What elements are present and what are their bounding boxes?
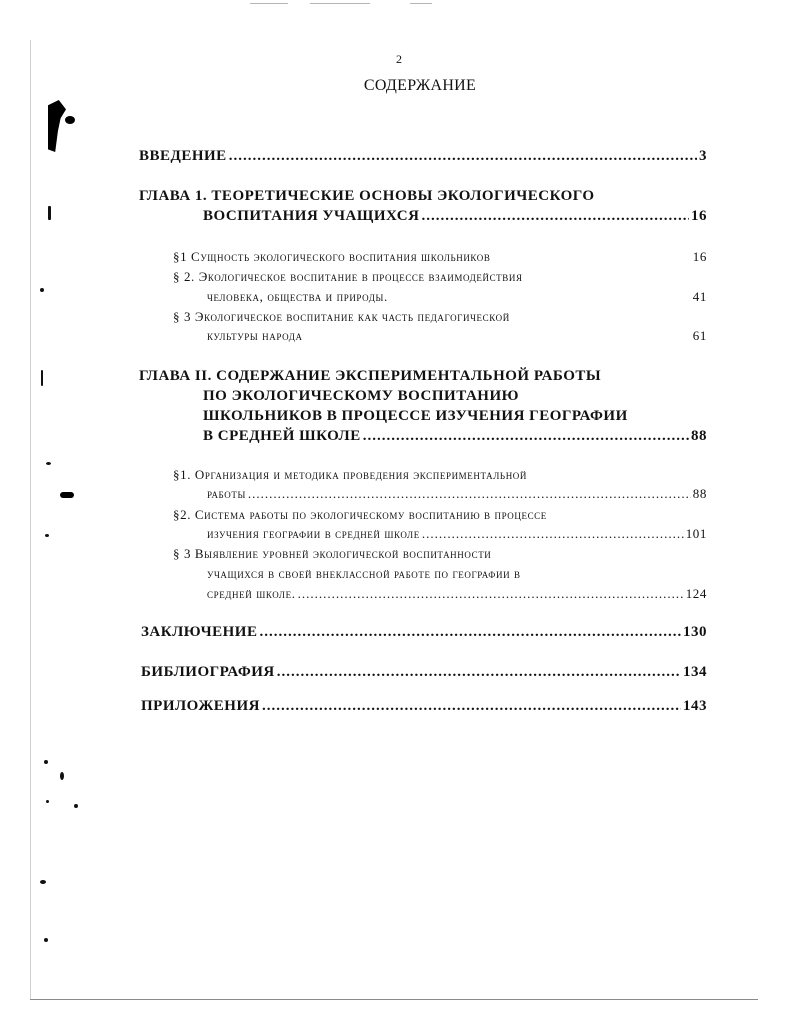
toc-entry-bibliography	[141, 664, 707, 681]
scan-mark	[410, 3, 432, 4]
toc-entry-chapter-1-section-3	[207, 328, 707, 344]
toc-page-number: 88	[691, 428, 707, 444]
toc-page-number: 130	[683, 624, 707, 640]
toc-entry-label: БИБЛИОГРАФИЯ	[141, 664, 275, 680]
toc-page-number: 3	[699, 148, 707, 164]
toc-leader-dots	[421, 208, 689, 225]
toc-entry-label: работы	[207, 486, 246, 501]
toc-leader-dots	[229, 148, 697, 165]
page-title: СОДЕРЖАНИЕ	[363, 77, 477, 94]
toc-page-number: 134	[683, 664, 707, 680]
toc-entry-chapter-1-section-1	[173, 249, 707, 265]
ink-speck	[46, 800, 49, 803]
toc-page-number: 88	[692, 486, 707, 501]
ink-speck	[44, 760, 48, 764]
ink-speck	[44, 938, 48, 942]
chapter-2-title-line-3: ШКОЛЬНИКОВ В ПРОЦЕССЕ ИЗУЧЕНИЯ ГЕОГРАФИИ	[203, 408, 628, 424]
toc-entry-introduction	[139, 148, 707, 165]
toc-entry-chapter-2-section-2	[207, 526, 707, 542]
toc-entry-chapter-2	[203, 428, 707, 445]
scan-mark	[310, 3, 370, 4]
toc-entry-label: человека, общества и природы.	[207, 289, 388, 304]
ink-speck	[45, 534, 49, 537]
toc-page-number: 16	[692, 249, 707, 264]
ink-speck	[74, 804, 78, 808]
chapter-2-section-3-line-2: учащихся в своей внеклассной работе по географии в	[207, 566, 521, 581]
toc-leader-dots	[259, 624, 681, 641]
scan-left-edge	[30, 40, 31, 1000]
ink-blot	[60, 492, 74, 498]
toc-leader-dots	[262, 698, 681, 715]
chapter-1-section-2-line-1: § 2. Экологическое воспитание в процессе взаимодействия	[173, 269, 523, 284]
ink-speck	[60, 772, 64, 780]
toc-entry-conclusion	[141, 624, 707, 641]
scan-mark	[250, 3, 288, 4]
toc-page-number: 143	[683, 698, 707, 714]
toc-entry-label: средней школе.	[207, 586, 296, 601]
chapter-1-title-line-1: ГЛАВА 1. ТЕОРЕТИЧЕСКИЕ ОСНОВЫ ЭКОЛОГИЧЕСКОГО	[139, 188, 595, 204]
ink-speck	[40, 288, 44, 292]
toc-page-number: 61	[692, 328, 707, 343]
toc-leader-dots	[248, 486, 691, 502]
toc-leader-dots	[422, 526, 684, 542]
toc-entry-label: изучения географии в средней школе	[207, 526, 420, 541]
page-number: 2	[396, 52, 402, 66]
toc-entry-label: ВВЕДЕНИЕ	[139, 148, 227, 164]
toc-entry-label: §1 Сущность экологического воспитания школьников	[173, 249, 491, 264]
chapter-2-title-line-2: ПО ЭКОЛОГИЧЕСКОМУ ВОСПИТАНИЮ	[203, 388, 520, 404]
ink-blot	[65, 116, 75, 124]
toc-entry-label: культуры народа	[207, 328, 303, 343]
toc-leader-dots	[298, 586, 684, 602]
toc-entry-appendix	[141, 698, 707, 715]
toc-entry-label: ЗАКЛЮЧЕНИЕ	[141, 624, 258, 640]
toc-leader-dots	[363, 428, 689, 445]
chapter-2-title-line-1: ГЛАВА II. СОДЕРЖАНИЕ ЭКСПЕРИМЕНТАЛЬНОЙ РАБОТЫ	[139, 368, 602, 384]
toc-page-number: 101	[685, 526, 707, 541]
toc-entry-chapter-2-section-1	[207, 486, 707, 502]
ink-speck	[46, 462, 51, 465]
toc-entry-chapter-2-section-3	[207, 586, 707, 602]
toc-entry-chapter-1	[203, 208, 707, 225]
toc-page-number: 16	[691, 208, 707, 224]
toc-entry-label: В СРЕДНЕЙ ШКОЛЕ	[203, 428, 361, 444]
chapter-2-section-1-line-1: §1. Организация и методика проведения экспериментальной	[173, 467, 527, 482]
toc-leader-dots	[277, 664, 681, 681]
toc-entry-chapter-1-section-2	[207, 289, 707, 305]
chapter-2-section-2-line-1: §2. Система работы по экологическому воспитанию в процессе	[173, 507, 547, 522]
chapter-1-section-3-line-1: § 3 Экологическое воспитание как часть педагогической	[173, 309, 510, 324]
ink-speck	[48, 206, 51, 220]
toc-entry-label: ПРИЛОЖЕНИЯ	[141, 698, 260, 714]
ink-speck	[40, 880, 46, 884]
scan-bottom-edge	[30, 999, 758, 1000]
ink-blot	[48, 100, 66, 152]
chapter-2-section-3-line-1: § 3 Выявление уровней экологической воспитанности	[173, 546, 492, 561]
toc-entry-label: ВОСПИТАНИЯ УЧАЩИХСЯ	[203, 208, 420, 224]
toc-page-number: 124	[685, 586, 707, 601]
ink-speck	[41, 370, 43, 386]
toc-page-number: 41	[692, 289, 707, 304]
